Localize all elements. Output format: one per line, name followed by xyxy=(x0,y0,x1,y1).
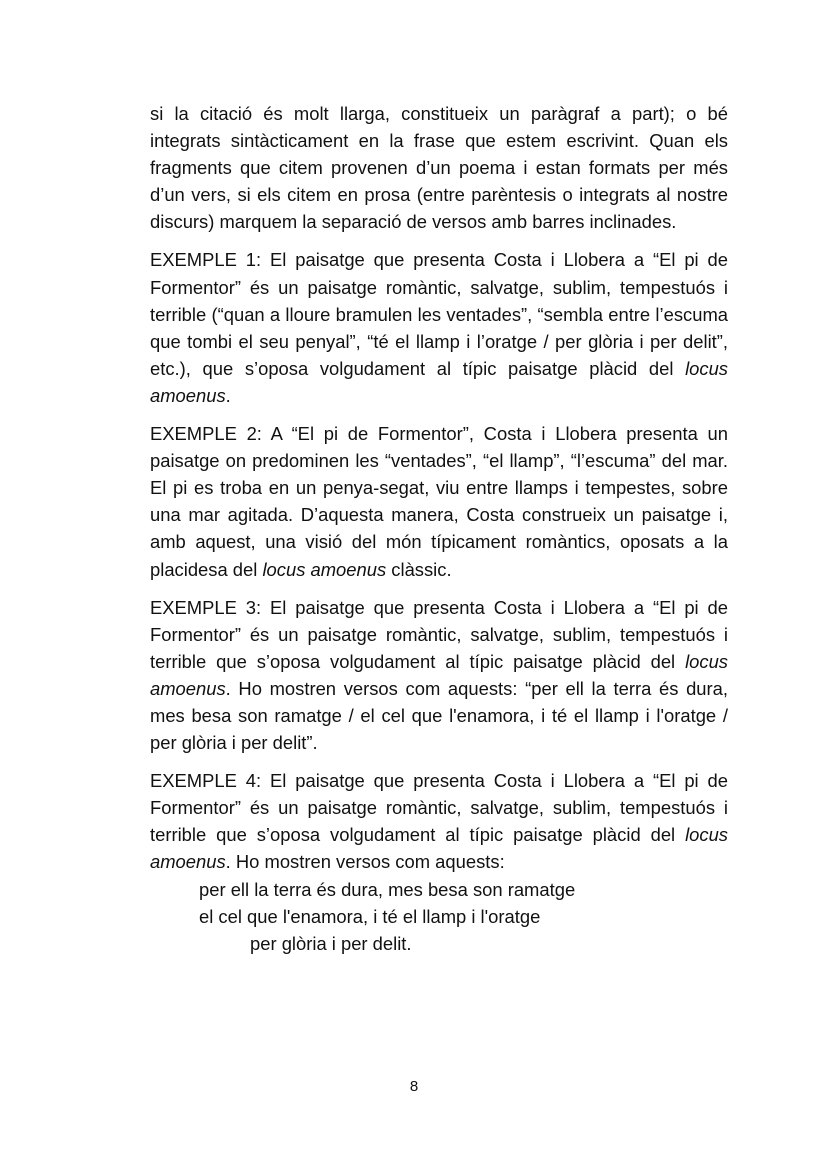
example-3-paragraph xyxy=(150,594,728,757)
intro-paragraph xyxy=(150,100,728,235)
example-1-text-before: EXEMPLE 1: El paisatge que presenta Costa i Llobera a “El pi de Formentor” és un paisatge romàntic, salvatge, sublim, tempestuós i terrible (“quan a lloure bramulen les ventades”, “sembla entre l’escuma que tombi el seu penyal”, “té el llamp i l’oratge / per glòria i per delit”, etc.), que s’oposa volgudament al típic paisatge plàcid del xyxy=(150,249,728,379)
example-3-text-before: EXEMPLE 3: El paisatge que presenta Costa i Llobera a “El pi de Formentor” és un paisatge romàntic, salvatge, sublim, tempestuós i terrible que s’oposa volgudament al típic paisatge plàcid del xyxy=(150,596,728,672)
example-2-text-before: EXEMPLE 2: A “El pi de Formentor”, Costa i Llobera presenta un paisatge on predominen les “ventades”, “el llamp”, “l’escuma” del mar. El pi es troba en un penya-segat, viu entre llamps i tempestes, sobre una mar agitada. D’aquesta manera, Costa construeix un paisatge i, amb aquest, una visió del món típicament romàntics, oposats a la placidesa del xyxy=(150,423,728,580)
verse-line: per ell la terra és dura, mes besa son ramatge xyxy=(199,878,576,900)
example-3-italic-term: locus amoenus xyxy=(150,650,728,699)
example-4-verse-block xyxy=(150,876,728,957)
example-4-text-before: EXEMPLE 4: El paisatge que presenta Costa i Llobera a “El pi de Formentor” és un paisatge romàntic, salvatge, sublim, tempestuós i terrible que s’oposa volgudament al típic paisatge plàcid del xyxy=(150,770,728,846)
example-4-text-after: . Ho mostren versos com aquests: xyxy=(225,851,505,873)
example-4-italic-term: locus amoenus xyxy=(150,824,728,873)
page-body xyxy=(150,100,728,957)
example-3-text-after: . Ho mostren versos com aquests: “per ell la terra és dura, mes besa son ramatge / el cel que l'enamora, i té el llamp i l'oratge / per glòria i per delit”. xyxy=(150,677,728,754)
example-4-paragraph xyxy=(150,767,728,875)
intro-text: si la citació és molt llarga, constitueix un paràgraf a part); o bé integrats sintàcticament en la frase que estem escrivint. Quan els fragments que citem provenen d’un poema i estan formats per més d’un vers, si els citem en prosa (entre parèntesis o integrats al nostre discurs) marquem la separació de versos amb barres inclinades. xyxy=(150,103,728,233)
verse-line: per glòria i per delit. xyxy=(250,932,412,954)
example-1-italic-term: locus amoenus xyxy=(150,357,728,406)
page-number: 8 xyxy=(409,1078,419,1095)
example-1-text-after: . xyxy=(225,384,231,406)
verse-line: el cel que l'enamora, i té el llamp i l'oratge xyxy=(199,905,541,927)
example-1-paragraph xyxy=(150,246,728,409)
example-2-paragraph xyxy=(150,420,728,583)
example-2-text-after: clàssic. xyxy=(386,558,452,580)
example-2-italic-term: locus amoenus xyxy=(262,558,387,580)
